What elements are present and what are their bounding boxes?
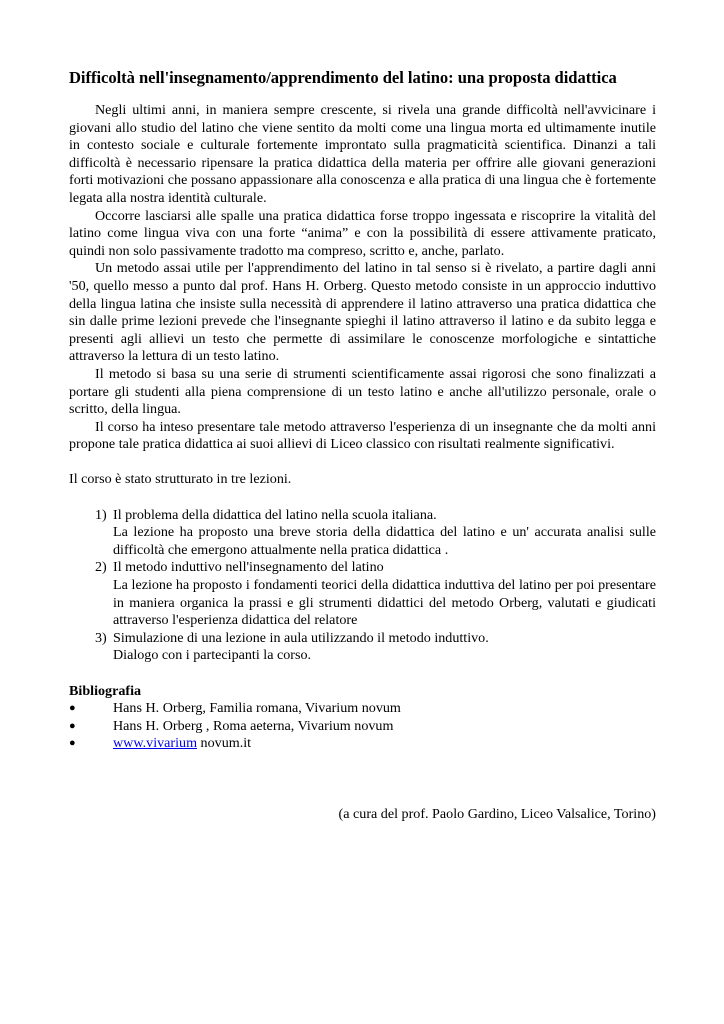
lesson-item-2 bbox=[95, 559, 656, 629]
lesson-body bbox=[113, 507, 656, 560]
bullet-icon: ● bbox=[69, 737, 76, 750]
body-paragraph-4: Il metodo si basa su una serie di strumenti scientificamente assai rigorosi che sono finalizzati a portare gli studenti alla piena comprensione di un testo latino e anche all'utilizzo personale, orale o scritto, della lingua. bbox=[69, 365, 656, 418]
vivarium-link[interactable]: www.vivarium bbox=[113, 735, 198, 752]
spacer bbox=[69, 665, 656, 683]
lesson-number: 2) bbox=[95, 559, 107, 576]
link-suffix: novum.it bbox=[197, 735, 252, 752]
bibliography-item bbox=[69, 700, 656, 718]
bibliography-heading: Bibliografia bbox=[69, 682, 142, 699]
bullet-icon: ● bbox=[69, 702, 76, 715]
bibliography-entry: Hans H. Orberg , Roma aeterna, Vivarium novum bbox=[113, 717, 394, 734]
lesson-title: Il metodo induttivo nell'insegnamento del latino bbox=[113, 559, 384, 576]
body-paragraph-2: Occorre lasciarsi alle spalle una pratica didattica forse troppo ingessata e riscoprire la vitalità del latino come lingua viva con una forte “anima” e con la possibilità di essere attivamente praticato, quindi non solo passivamente tradotto ma compreso, scritto e, anche, parlato. bbox=[69, 207, 656, 259]
document-page bbox=[69, 68, 656, 823]
lesson-body bbox=[113, 559, 656, 629]
bibliography-item bbox=[69, 718, 656, 736]
spacer bbox=[69, 753, 656, 771]
document-title: Difficoltà nell'insegnamento/apprendimento del latino: una proposta didattica bbox=[69, 68, 617, 87]
lesson-number: 1) bbox=[95, 506, 107, 523]
lesson-description: Dialogo con i partecipanti la corso. bbox=[113, 647, 312, 664]
bibliography-item bbox=[69, 735, 656, 753]
spacer bbox=[69, 489, 656, 507]
body-paragraph-3: Un metodo assai utile per l'apprendimento del latino in tal senso si è rivelato, a partire dagli anni '50, quello messo a punto dal prof. Hans H. Orberg. Questo metodo consiste in un approccio induttivo della lingua latina che insiste sulla necessità di apprendere il latino attraverso una pratica didattica che sin dalle prime lezioni prevede che l'insegnante spieghi il latino attraverso il latino e da subito legga e presenti agli allievi un testo che permette di assimilare le conoscenze morfologiche e sintattiche attraverso la lettura di un testo latino. bbox=[69, 260, 656, 365]
signature-line: (a cura del prof. Paolo Gardino, Liceo Valsalice, Torino) bbox=[338, 805, 656, 822]
body-paragraph-1: Negli ultimi anni, in maniera sempre crescente, si rivela una grande difficoltà nell'avvicinare i giovani allo studio del latino che viene sentito da molti come una lingua morta ed ultimamente inutile in contesto sociale e culturale fortemente improntato sulla pragmaticità scientifica. Dinanzi a tali difficoltà è necessario ripensare la pratica didattica della materia per offrire alle giovani generazioni forti motivazioni che possano appassionare alla conoscenza e alla pratica di una lingua che è fortemente legata alla nostra identità culturale. bbox=[69, 102, 656, 206]
bibliography-entry: Hans H. Orberg, Familia romana, Vivarium novum bbox=[113, 700, 401, 717]
lesson-title: Il problema della didattica del latino nella scuola italiana. bbox=[113, 506, 437, 523]
lessons-list bbox=[69, 507, 656, 665]
bibliography-entry-link-line bbox=[113, 735, 251, 753]
spacer bbox=[69, 454, 656, 472]
bullet-icon: ● bbox=[69, 719, 76, 732]
bibliography-list bbox=[69, 700, 656, 753]
lesson-body bbox=[113, 630, 656, 665]
lesson-number: 3) bbox=[95, 629, 107, 646]
lesson-title: Simulazione di una lezione in aula utilizzando il metodo induttivo. bbox=[113, 629, 489, 646]
body-paragraph-5: Il corso ha inteso presentare tale metodo attraverso l'esperienza di un insegnante che da molti anni propone tale pratica didattica ai suoi allievi di Liceo classico con risultati realmente significativi. bbox=[69, 418, 656, 453]
spacer bbox=[69, 788, 656, 806]
course-intro: Il corso è stato strutturato in tre lezioni. bbox=[69, 471, 292, 488]
lesson-description: La lezione ha proposto i fondamenti teorici della didattica induttiva del latino per poi presentare in maniera organica la prassi e gli strumenti didattici del metodo Orberg, valutati e giudicati attraverso l'esperienza didattica del relatore bbox=[113, 577, 656, 629]
spacer bbox=[69, 771, 656, 789]
lesson-description: La lezione ha proposto una breve storia della didattica del latino e un' accurata analisi sulle difficoltà che emergono attualmente nella pratica didattica . bbox=[113, 524, 656, 558]
lesson-item-1 bbox=[95, 507, 656, 560]
lesson-item-3 bbox=[95, 630, 656, 665]
